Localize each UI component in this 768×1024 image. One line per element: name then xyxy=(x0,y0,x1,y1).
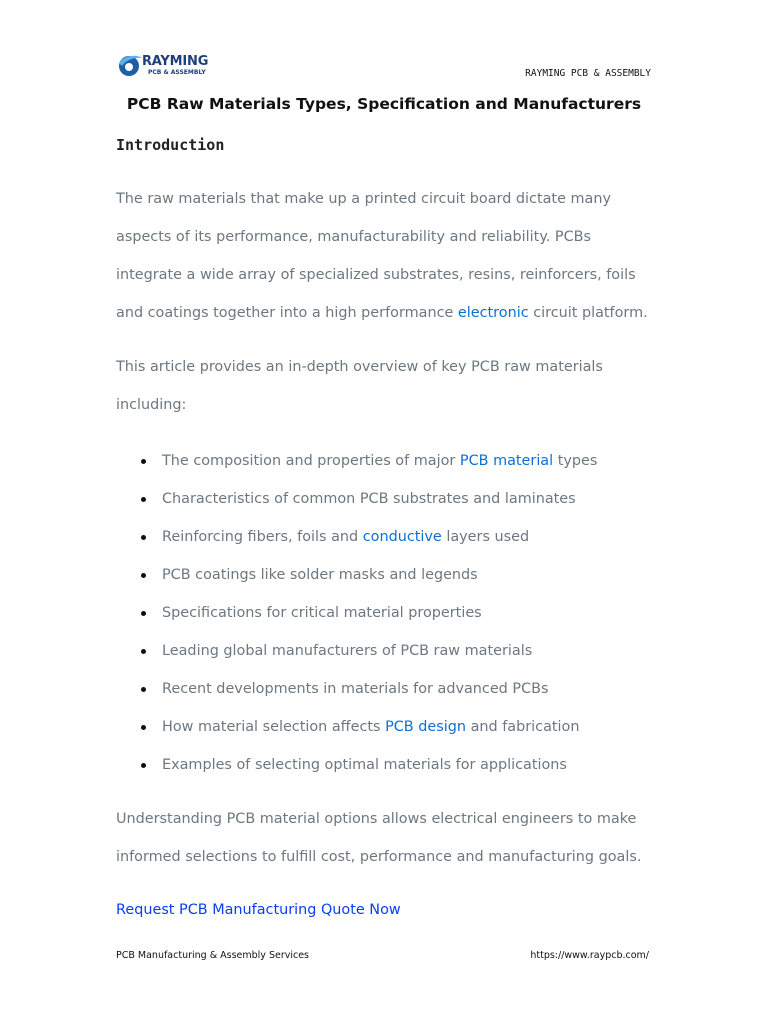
list-item-text: Leading global manufacturers of PCB raw materials xyxy=(162,643,533,659)
logo-name: RAYMING xyxy=(142,54,209,69)
logo-subtitle: PCB & ASSEMBLY xyxy=(148,69,206,76)
bullet-dot-icon xyxy=(141,611,146,616)
intro-paragraph xyxy=(116,180,661,332)
bullet-dot-icon xyxy=(141,649,146,654)
bullet-dot-icon xyxy=(141,459,146,464)
list-item xyxy=(116,746,661,784)
list-item-text-end: and fabrication xyxy=(466,719,580,735)
list-item xyxy=(116,632,661,670)
header-company-name: RAYMING PCB & ASSEMBLY xyxy=(525,68,651,79)
list-item-text: Characteristics of common PCB substrates and laminates xyxy=(162,491,576,507)
list-item-link[interactable]: PCB material xyxy=(459,453,554,469)
list-item xyxy=(116,708,661,746)
footer-services-text: PCB Manufacturing & Assembly Services xyxy=(116,950,310,961)
topics-list xyxy=(116,442,661,784)
intro-paragraph-text-end: circuit platform. xyxy=(528,305,648,321)
list-item xyxy=(116,594,661,632)
list-item-text: Examples of selecting optimal materials for applications xyxy=(162,757,567,773)
list-item-text-end: types xyxy=(553,453,598,469)
bullet-dot-icon xyxy=(141,535,146,540)
footer-website-link[interactable]: https://www.raypcb.com/ xyxy=(530,950,649,961)
bullet-dot-icon xyxy=(141,687,146,692)
intro-paragraph-text: The raw materials that make up a printed circuit board dictate many aspects of its performance, manufacturability and reliability. PCBs integrate a wide array of specialized substrates, resins, reinforcers, foils and coatings together into a high performance xyxy=(116,191,636,321)
list-item-text-end: layers used xyxy=(441,529,530,545)
list-item xyxy=(116,670,661,708)
bullet-dot-icon xyxy=(141,497,146,502)
list-item-link[interactable]: conductive xyxy=(362,529,442,545)
list-item-link[interactable]: PCB design xyxy=(385,719,466,735)
list-item-text: PCB coatings like solder masks and legends xyxy=(162,567,478,583)
list-item xyxy=(116,518,661,556)
page-title: PCB Raw Materials Types, Specification and Manufacturers xyxy=(126,95,642,113)
request-quote-link[interactable]: Request PCB Manufacturing Quote Now xyxy=(116,902,401,918)
list-item-text: Reinforcing fibers, foils and xyxy=(162,529,363,545)
section-heading-introduction: Introduction xyxy=(116,136,225,154)
bullet-dot-icon xyxy=(141,725,146,730)
rayming-logo-icon xyxy=(116,51,144,79)
overview-paragraph: This article provides an in-depth overview of key PCB raw materials including: xyxy=(116,359,603,413)
list-item-text: Specifications for critical material properties xyxy=(162,605,482,621)
summary-paragraph: Understanding PCB material options allows electrical engineers to make informed selections to fulfill cost, performance and manufacturing goals. xyxy=(116,811,642,865)
list-item xyxy=(116,480,661,518)
list-item xyxy=(116,442,661,480)
link-electronic[interactable]: electronic xyxy=(457,305,529,321)
list-item-text: Recent developments in materials for advanced PCBs xyxy=(162,681,549,697)
rayming-logo xyxy=(116,51,216,81)
list-item xyxy=(116,556,661,594)
list-item-text: How material selection affects xyxy=(162,719,386,735)
bullet-dot-icon xyxy=(141,573,146,578)
list-item-text: The composition and properties of major xyxy=(162,453,460,469)
bullet-dot-icon xyxy=(141,763,146,768)
